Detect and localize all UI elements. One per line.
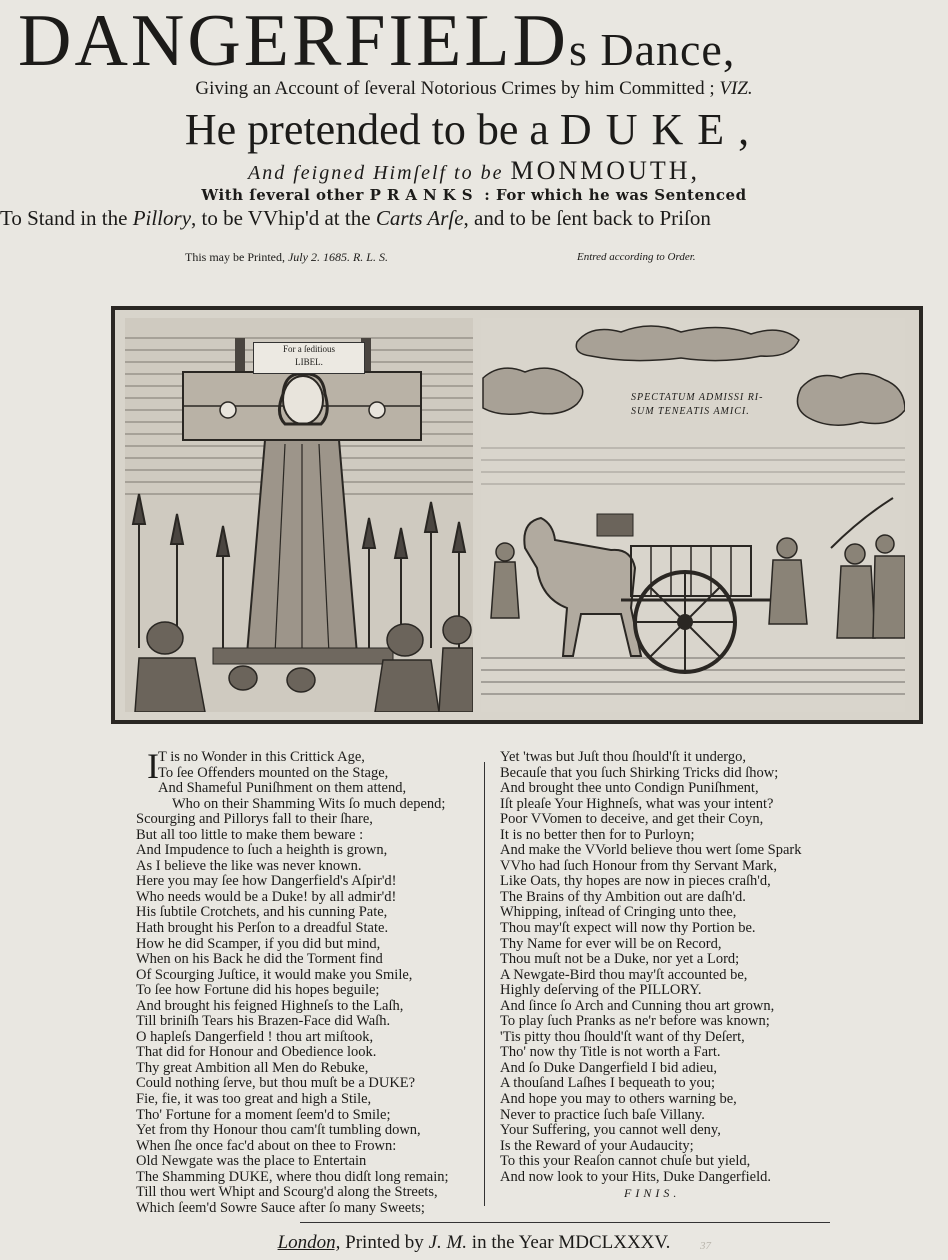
- poem-line: When on his Back he did the Torment find: [136, 951, 383, 968]
- poem-line: But all too little to make them beware :: [136, 826, 364, 843]
- poem-line: Thou muſt not be a Duke, nor yet a Lord;: [500, 951, 740, 968]
- imprimatur-entred: Entred according to Order.: [577, 251, 696, 263]
- imprint-year: in the Year MDCLXXXV.: [467, 1232, 671, 1253]
- imprimatur-printed: This may be Printed,: [185, 250, 288, 264]
- latin-motto: [631, 391, 791, 419]
- headline-duke-text: He pretended to be a: [184, 105, 560, 154]
- latin-motto-line1: SPECTATUM ADMISSI RI-: [631, 392, 764, 403]
- woodcut-illustration: [111, 306, 923, 724]
- poem-line: The Shamming DUKE, where thou didſt long remain;: [136, 1168, 449, 1185]
- poem-line: Whipping, inſtead of Cringing unto thee,: [500, 904, 737, 921]
- poem-line: Is the Reward of your Audaucity;: [500, 1137, 694, 1154]
- poem-line: Yet from thy Honour thou cam'ſt tumbling down,: [136, 1122, 421, 1139]
- imprimatur-date: July 2. 1685. R. L. S.: [287, 250, 388, 264]
- poem-line: And ſince ſo Arch and Cunning thou art grown,: [500, 997, 775, 1014]
- poem-line: Here you may ſee how Dangerfield's Aſpir'd!: [136, 873, 397, 890]
- poem-left-column: [136, 746, 476, 1216]
- title-dance: s Dance,: [568, 24, 736, 75]
- poem-line: And hope you may to others warning be,: [500, 1091, 737, 1108]
- poem-line: His ſubtile Crotchets, and his cunning Pate,: [136, 904, 388, 921]
- headline-pranks-word: PRANKS: [369, 186, 479, 204]
- imprint-rule: [300, 1222, 830, 1223]
- subtitle-account-text: Giving an Account of ſeveral Notorious Crimes by him Committed ;: [195, 78, 720, 99]
- poem-line: T is no Wonder in this Crittick Age,: [158, 749, 365, 765]
- subtitle-account: [0, 78, 948, 100]
- poem-line: To this your Reaſon cannot chuſe but yield,: [500, 1153, 751, 1170]
- poem-line: Who needs would be a Duke! by all admir'd!: [136, 888, 397, 905]
- sentence-b: , to be VVhip'd at the: [191, 206, 376, 230]
- poem-line: Which ſeem'd Sowre Sauce after ſo many Sweets;: [136, 1199, 425, 1216]
- poem-line: Never to practice ſuch baſe Villany.: [500, 1106, 705, 1123]
- archive-stamp: 37: [700, 1240, 711, 1252]
- poem-line: When ſhe once fac'd about on thee to Frown:: [136, 1137, 397, 1154]
- imprint-london: London,: [277, 1232, 341, 1253]
- poem-line: Till thou wert Whipt and Scourg'd along the Streets,: [136, 1184, 438, 1201]
- latin-motto-line2: SUM TENEATIS AMICI.: [631, 406, 750, 417]
- imprint-line: [0, 1232, 948, 1254]
- poem-line: It is no better then for to Purloyn;: [500, 826, 695, 843]
- poem-line: Who on their Shamming Wits ſo much depend;: [172, 795, 446, 812]
- pillory-scene: [125, 318, 473, 712]
- poem-line: Becauſe that you ſuch Shirking Tricks did ſhow;: [500, 764, 779, 781]
- poem-line: Could nothing ſerve, but thou muſt be a DUKE?: [136, 1075, 416, 1092]
- poem-line: Thy great Ambition all Men do Rebuke,: [136, 1059, 369, 1076]
- poem-line: Thou may'ſt expect will now thy Portion be.: [500, 920, 756, 937]
- imprint-printer: J. M.: [428, 1232, 468, 1253]
- sentence-a: To Stand in the: [0, 206, 133, 230]
- drop-cap: I: [147, 746, 159, 786]
- poem-line: VVho had ſuch Honour from thy Servant Mark,: [500, 857, 778, 874]
- poem-line: Old Newgate was the place to Entertain: [136, 1153, 367, 1170]
- libel-sign-line2: LIBEL.: [295, 357, 323, 367]
- headline-sentence: [0, 206, 948, 231]
- poem-line: O hapleſs Dangerfield ! thou art miſtook,: [136, 1028, 374, 1045]
- subtitle-viz: VIZ.: [719, 78, 753, 99]
- sentence-c: , and to be ſent back to Priſon: [463, 206, 711, 230]
- poem-line: A thouſand Laſhes I bequeath to you;: [500, 1075, 716, 1092]
- poem-line: Till briniſh Tears his Brazen-Face did Waſh.: [136, 1013, 391, 1030]
- poem-line: Yet 'twas but Juſt thou ſhould'ſt it undergo,: [500, 749, 746, 765]
- whipping-panel: [481, 318, 905, 712]
- main-title: [18, 2, 948, 80]
- poem-line: As I believe the like was never known.: [136, 857, 362, 874]
- poem-line: And Shameful Puniſhment on them attend,: [158, 780, 407, 797]
- poem-line: Highly deſerving of the PILLORY.: [500, 982, 702, 999]
- cart-scene: [481, 318, 905, 712]
- poem-line: Like Oats, thy hopes are now in pieces craſh'd,: [500, 873, 771, 890]
- libel-sign: [253, 342, 365, 374]
- poem-line: And ſo Duke Dangerfield I bid adieu,: [500, 1059, 718, 1076]
- pillory-panel: [125, 318, 473, 712]
- headline-duke-word: DUKE,: [559, 105, 764, 154]
- headline-monmouth-text: And feigned Himſelf to be: [247, 162, 511, 184]
- poem-line: Fie, fie, it was too great and high a Stile,: [136, 1091, 372, 1108]
- poem-line: A Newgate-Bird thou may'ſt accounted be,: [500, 966, 748, 983]
- column-divider: [484, 762, 485, 1206]
- poem-line: Of Scourging Juſtice, it would make you Smile,: [136, 966, 413, 983]
- poem-line: To play ſuch Pranks as ne'r before was known;: [500, 1013, 770, 1030]
- headline-pranks-b: : For which he was Sentenced: [478, 186, 747, 204]
- poem-line: To ſee Offenders mounted on the Stage,: [158, 764, 389, 781]
- headline-monmouth: [0, 156, 948, 186]
- poem-line: Scourging and Pillorys fall to their ſhare,: [136, 811, 373, 828]
- poem-right-column: [500, 750, 845, 1185]
- libel-sign-line1: For a ſeditious: [283, 344, 335, 354]
- headline-monmouth-word: MONMOUTH,: [510, 156, 700, 185]
- poem-line: Tho' now thy Title is not worth a Fart.: [500, 1044, 721, 1061]
- poem-line: How he did Scamper, if you did but mind,: [136, 935, 381, 952]
- poem-line: Hath brought his Perſon to a dreadful State.: [136, 920, 389, 937]
- imprimatur-line: [185, 250, 785, 265]
- poem-line: Your Suffering, you cannot well deny,: [500, 1122, 721, 1139]
- poem-line: Poor VVomen to deceive, and get their Coyn,: [500, 811, 764, 828]
- poem-line: That did for Honour and Obedience look.: [136, 1044, 377, 1061]
- sentence-carts: Carts Arſe: [375, 206, 464, 230]
- title-dangerfield: DANGERFIELD: [18, 2, 569, 80]
- poem-line: And Impudence to ſuch a heighth is grown,: [136, 842, 388, 859]
- sentence-pillory: Pillory: [132, 206, 192, 230]
- poem-line: 'Tis pitty thou ſhould'ſt want of thy Deſert,: [500, 1028, 745, 1045]
- poem-line: Thy Name for ever will be on Record,: [500, 935, 722, 952]
- poem-line: To ſee how Fortune did his hopes beguile;: [136, 982, 380, 999]
- poem-line: Iſt pleaſe Your Highneſs, what was your intent?: [500, 795, 774, 812]
- poem-line: And make the VVorld believe thou wert ſome Spark: [500, 842, 802, 859]
- headline-pranks-a: With ſeveral other: [201, 186, 370, 204]
- poem-line: And now look to your Hits, Duke Dangerfield.: [500, 1168, 772, 1185]
- poem-line: And brought his feigned Highneſs to the Laſh,: [136, 997, 404, 1014]
- poem-line: Tho' Fortune for a moment ſeem'd to Smile;: [136, 1106, 391, 1123]
- finis: FINIS.: [624, 1186, 681, 1200]
- imprint-printed: Printed by: [340, 1232, 429, 1253]
- poem-line: The Brains of thy Ambition out are daſh'd.: [500, 888, 746, 905]
- poem-line: And brought thee unto Condign Puniſhment,: [500, 780, 759, 797]
- headline-pranks: [0, 186, 948, 204]
